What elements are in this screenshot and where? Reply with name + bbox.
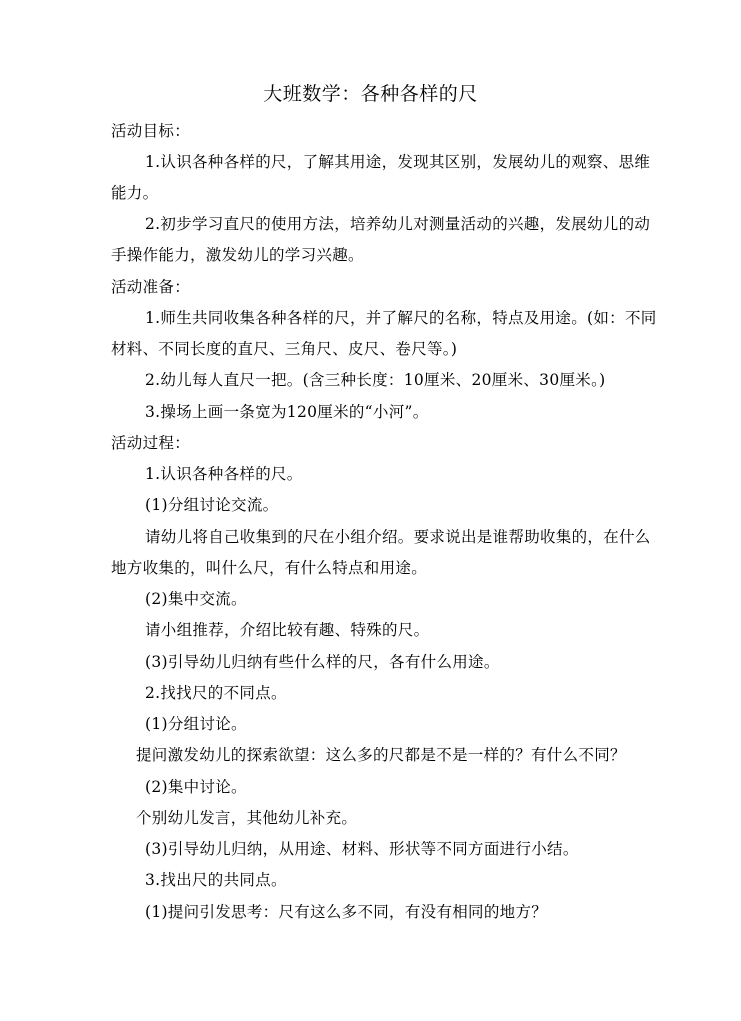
prep-3-line: 3.操场上画一条宽为120厘米的“小河”。 [145,403,429,421]
prep-1-line-1: 1.师生共同收集各种各样的尺，并了解尺的名称，特点及用途。(如：不同 [145,309,657,327]
process-step-2-sub-2-desc: 个别幼儿发言，其他幼儿补充。 [136,809,358,827]
process-step-1-sub-2-desc: 请小组推荐，介绍比较有趣、特殊的尺。 [145,621,430,639]
goal-1-line-1: 1.认识各种各样的尺，了解其用途，发现其区别，发展幼儿的观察、思维 [145,153,651,171]
goal-2-line-1: 2.初步学习直尺的使用方法，培养幼儿对测量活动的兴趣，发展幼儿的动 [145,215,651,233]
process-step-3: 3.找出尺的共同点。 [145,871,287,889]
section-heading-preparation: 活动准备： [111,278,191,296]
prep-1-line-2: 材料、不同长度的直尺、三角尺、皮尺、卷尺等。) [111,340,458,358]
process-step-2-sub-3: (3)引导幼儿归纳，从用途、材料、形状等不同方面进行小结。 [145,840,579,858]
process-step-3-sub-1: (1)提问引发思考：尺有这么多不同，有没有相同的地方？ [145,903,548,921]
process-step-1-desc-line-2: 地方收集的，叫什么尺，有什么特点和用途。 [111,559,428,577]
prep-2-line: 2.幼儿每人直尺一把。(含三种长度：10厘米、20厘米、30厘米。) [145,371,606,389]
section-heading-process: 活动过程： [111,434,191,452]
document-title: 大班数学：各种各样的尺 [263,83,478,105]
process-step-1-sub-3: (3)引导幼儿归纳有些什么样的尺，各有什么用途。 [145,653,500,671]
goal-1-line-2: 能力。 [111,184,159,202]
section-heading-goals: 活动目标： [111,122,191,140]
process-step-2-sub-1-desc: 提问激发幼儿的探索欲望：这么多的尺都是不是一样的？有什么不同？ [136,746,626,764]
process-step-1-sub-1: (1)分组讨论交流。 [145,496,279,514]
process-step-1-desc-line-1: 请幼儿将自己收集到的尺在小组介绍。要求说出是谁帮助收集的，在什么 [145,528,651,546]
process-step-1: 1.认识各种各样的尺。 [145,465,303,483]
process-step-2: 2.找找尺的不同点。 [145,684,287,702]
process-step-1-sub-2: (2)集中交流。 [145,590,247,608]
goal-2-line-2: 手操作能力，激发幼儿的学习兴趣。 [111,246,364,264]
process-step-2-sub-1: (1)分组讨论。 [145,715,247,733]
process-step-2-sub-2: (2)集中讨论。 [145,778,247,796]
